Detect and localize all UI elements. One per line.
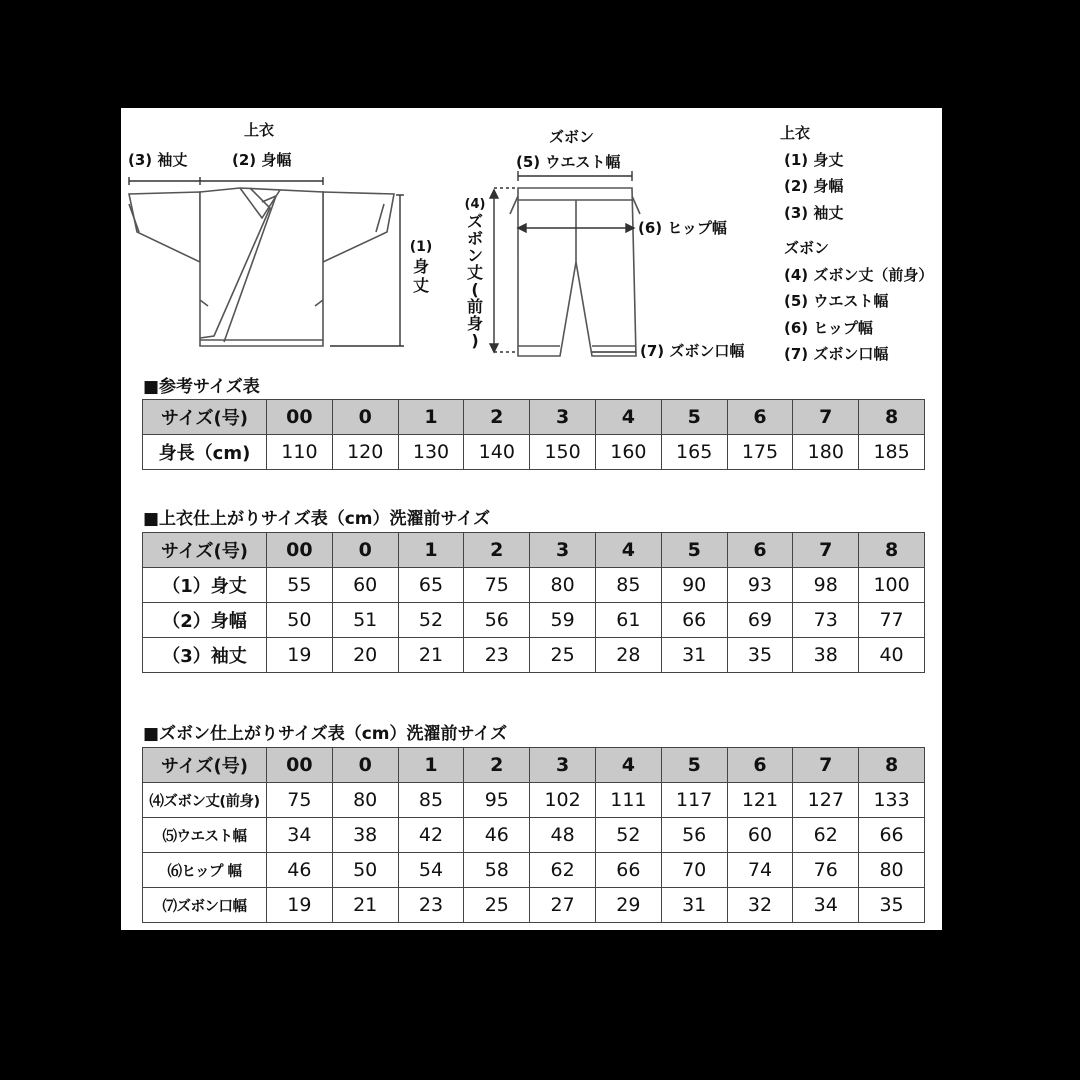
size-col: 4 (595, 400, 661, 435)
table-cell: 100 (859, 568, 925, 603)
legend-pants-heading: ズボン (784, 239, 830, 257)
table-cell: 56 (661, 818, 727, 853)
table-cell: 23 (398, 888, 464, 923)
pants-length-char-3: ン (466, 246, 483, 265)
table-cell: 66 (661, 603, 727, 638)
table-cell: 85 (595, 568, 661, 603)
row-label: ⑸ウエスト幅 (143, 818, 267, 853)
size-col: 1 (398, 533, 464, 568)
table-row (143, 783, 925, 818)
pants-size-table (142, 747, 925, 923)
size-col: 00 (267, 400, 333, 435)
size-col: 8 (859, 533, 925, 568)
table-cell: 98 (793, 568, 859, 603)
size-col: 6 (727, 400, 793, 435)
table-cell: 40 (859, 638, 925, 673)
table-cell: 127 (793, 783, 859, 818)
legend-jacket (780, 120, 843, 226)
legend-item: (7) ズボン口幅 (784, 345, 889, 363)
table-cell: 140 (464, 435, 530, 470)
table-cell: 75 (267, 783, 333, 818)
table-cell: 55 (267, 568, 333, 603)
legend-item: (6) ヒップ幅 (784, 318, 873, 337)
table-cell: 20 (332, 638, 398, 673)
table-cell: 21 (332, 888, 398, 923)
size-col: 7 (793, 400, 859, 435)
table-cell: 51 (332, 603, 398, 638)
body-width-label: (2) 身幅 (232, 151, 292, 169)
table-cell: 150 (530, 435, 596, 470)
table-cell: 31 (661, 888, 727, 923)
table-cell: 50 (332, 853, 398, 888)
size-col: 5 (661, 400, 727, 435)
legend-item: (1) 身丈 (784, 150, 844, 169)
table-cell: 130 (398, 435, 464, 470)
table-cell: 25 (464, 888, 530, 923)
table-cell: 25 (530, 638, 596, 673)
row-label: （3）袖丈 (143, 638, 267, 673)
table-cell: 50 (267, 603, 333, 638)
table-cell: 35 (727, 638, 793, 673)
table-cell: 80 (859, 853, 925, 888)
table-cell: 80 (530, 568, 596, 603)
body-length-char-2: 丈 (412, 276, 429, 295)
row-label: ⑺ズボン口幅 (143, 888, 267, 923)
size-col: 0 (332, 400, 398, 435)
header-label: サイズ(号) (143, 533, 267, 568)
table-cell: 85 (398, 783, 464, 818)
table-cell: 80 (332, 783, 398, 818)
table-cell: 23 (464, 638, 530, 673)
table-cell: 59 (530, 603, 596, 638)
table-cell: 95 (464, 783, 530, 818)
size-col: 2 (464, 533, 530, 568)
table-cell: 77 (859, 603, 925, 638)
table-header-row (143, 748, 925, 783)
size-col: 8 (859, 400, 925, 435)
table-cell: 121 (727, 783, 793, 818)
waist-width-label: (5) ウエスト幅 (516, 153, 621, 171)
table-cell: 76 (793, 853, 859, 888)
table-row (143, 435, 925, 470)
table-cell: 74 (727, 853, 793, 888)
row-label: （1）身丈 (143, 568, 267, 603)
pants-length-label (462, 196, 488, 349)
legend-item: (3) 袖丈 (784, 203, 844, 222)
table-cell: 75 (464, 568, 530, 603)
table-cell: 180 (793, 435, 859, 470)
table-cell: 133 (859, 783, 925, 818)
header-label: サイズ(号) (143, 400, 267, 435)
size-col: 00 (267, 533, 333, 568)
body-length-char-1: 身 (412, 257, 429, 276)
table-cell: 46 (267, 853, 333, 888)
row-label: ⑷ズボン丈(前身) (143, 783, 267, 818)
jacket-illustration (129, 188, 394, 346)
table-cell: 38 (332, 818, 398, 853)
table-cell: 34 (793, 888, 859, 923)
legend-item: (5) ウエスト幅 (784, 292, 889, 310)
table-cell: 90 (661, 568, 727, 603)
pants-length-char-5: ( (471, 280, 479, 299)
table-cell: 46 (464, 818, 530, 853)
table-cell: 56 (464, 603, 530, 638)
jacket-table-title: ■上衣仕上がりサイズ表（cm）洗濯前サイズ (143, 509, 491, 529)
table-cell: 29 (595, 888, 661, 923)
table-cell: 60 (727, 818, 793, 853)
table-header-row (143, 400, 925, 435)
legend-pants (784, 235, 933, 368)
table-cell: 66 (859, 818, 925, 853)
pants-length-char-6: 前 (466, 297, 483, 316)
table-cell: 35 (859, 888, 925, 923)
pants-table-title: ■ズボン仕上がりサイズ表（cm）洗濯前サイズ (143, 724, 508, 744)
table-cell: 58 (464, 853, 530, 888)
table-cell: 21 (398, 638, 464, 673)
table-cell: 65 (398, 568, 464, 603)
size-col: 6 (727, 533, 793, 568)
table-cell: 54 (398, 853, 464, 888)
table-cell: 117 (661, 783, 727, 818)
table-cell: 28 (595, 638, 661, 673)
table-cell: 160 (595, 435, 661, 470)
size-col: 3 (530, 400, 596, 435)
table-cell: 73 (793, 603, 859, 638)
table-cell: 19 (267, 888, 333, 923)
legend-item: (4) ズボン丈（前身） (784, 265, 934, 284)
size-col: 4 (595, 533, 661, 568)
table-cell: 62 (793, 818, 859, 853)
table-row (143, 853, 925, 888)
row-label: 身長（cm) (143, 435, 267, 470)
size-col: 6 (727, 748, 793, 783)
table-cell: 110 (267, 435, 333, 470)
table-cell: 31 (661, 638, 727, 673)
table-cell: 70 (661, 853, 727, 888)
table-cell: 38 (793, 638, 859, 673)
table-cell: 69 (727, 603, 793, 638)
pants-length-char-1: ズ (466, 212, 483, 231)
jacket-title: 上衣 (244, 121, 275, 139)
table-cell: 120 (332, 435, 398, 470)
table-cell: 27 (530, 888, 596, 923)
size-col: 00 (267, 748, 333, 783)
size-col: 1 (398, 400, 464, 435)
pants-length-num: (4) (464, 197, 486, 212)
sleeve-length-label: (3) 袖丈 (128, 151, 188, 169)
pants-length-char-2: ボ (466, 229, 483, 248)
pants-title: ズボン (549, 128, 595, 146)
table-cell: 60 (332, 568, 398, 603)
legend-item: (2) 身幅 (784, 177, 844, 195)
size-col: 7 (793, 533, 859, 568)
table-cell: 34 (267, 818, 333, 853)
size-col: 2 (464, 400, 530, 435)
table-row (143, 638, 925, 673)
hip-width-label: (6) ヒップ幅 (638, 219, 727, 237)
size-col: 1 (398, 748, 464, 783)
size-col: 3 (530, 748, 596, 783)
ref-table-title: ■参考サイズ表 (143, 377, 260, 397)
table-header-row (143, 533, 925, 568)
table-cell: 66 (595, 853, 661, 888)
table-cell: 62 (530, 853, 596, 888)
pants-illustration (510, 188, 640, 356)
size-col: 7 (793, 748, 859, 783)
size-col: 0 (332, 533, 398, 568)
table-cell: 42 (398, 818, 464, 853)
table-cell: 175 (727, 435, 793, 470)
size-col: 5 (661, 533, 727, 568)
table-row (143, 888, 925, 923)
table-cell: 48 (530, 818, 596, 853)
table-cell: 102 (530, 783, 596, 818)
table-cell: 19 (267, 638, 333, 673)
size-col: 8 (859, 748, 925, 783)
table-cell: 32 (727, 888, 793, 923)
pants-length-char-7: 身 (466, 314, 483, 333)
pants-length-char-4: 丈 (466, 263, 483, 282)
table-cell: 93 (727, 568, 793, 603)
size-col: 5 (661, 748, 727, 783)
table-row (143, 818, 925, 853)
table-cell: 111 (595, 783, 661, 818)
size-col: 3 (530, 533, 596, 568)
body-length-label (406, 238, 436, 295)
table-cell: 61 (595, 603, 661, 638)
ref-size-table (142, 399, 925, 470)
size-col: 4 (595, 748, 661, 783)
size-col: 0 (332, 748, 398, 783)
row-label: ⑹ヒップ 幅 (143, 853, 267, 888)
jacket-size-table (142, 532, 925, 673)
legend-jacket-heading: 上衣 (780, 124, 811, 142)
cuff-width-label: (7) ズボン口幅 (640, 342, 745, 360)
pants-length-char-8: ) (471, 331, 479, 350)
header-label: サイズ(号) (143, 748, 267, 783)
size-col: 2 (464, 748, 530, 783)
table-cell: 52 (595, 818, 661, 853)
table-cell: 52 (398, 603, 464, 638)
body-length-num: (1) (409, 239, 433, 255)
table-cell: 165 (661, 435, 727, 470)
row-label: （2）身幅 (143, 603, 267, 638)
table-row (143, 603, 925, 638)
table-cell: 185 (859, 435, 925, 470)
table-row (143, 568, 925, 603)
